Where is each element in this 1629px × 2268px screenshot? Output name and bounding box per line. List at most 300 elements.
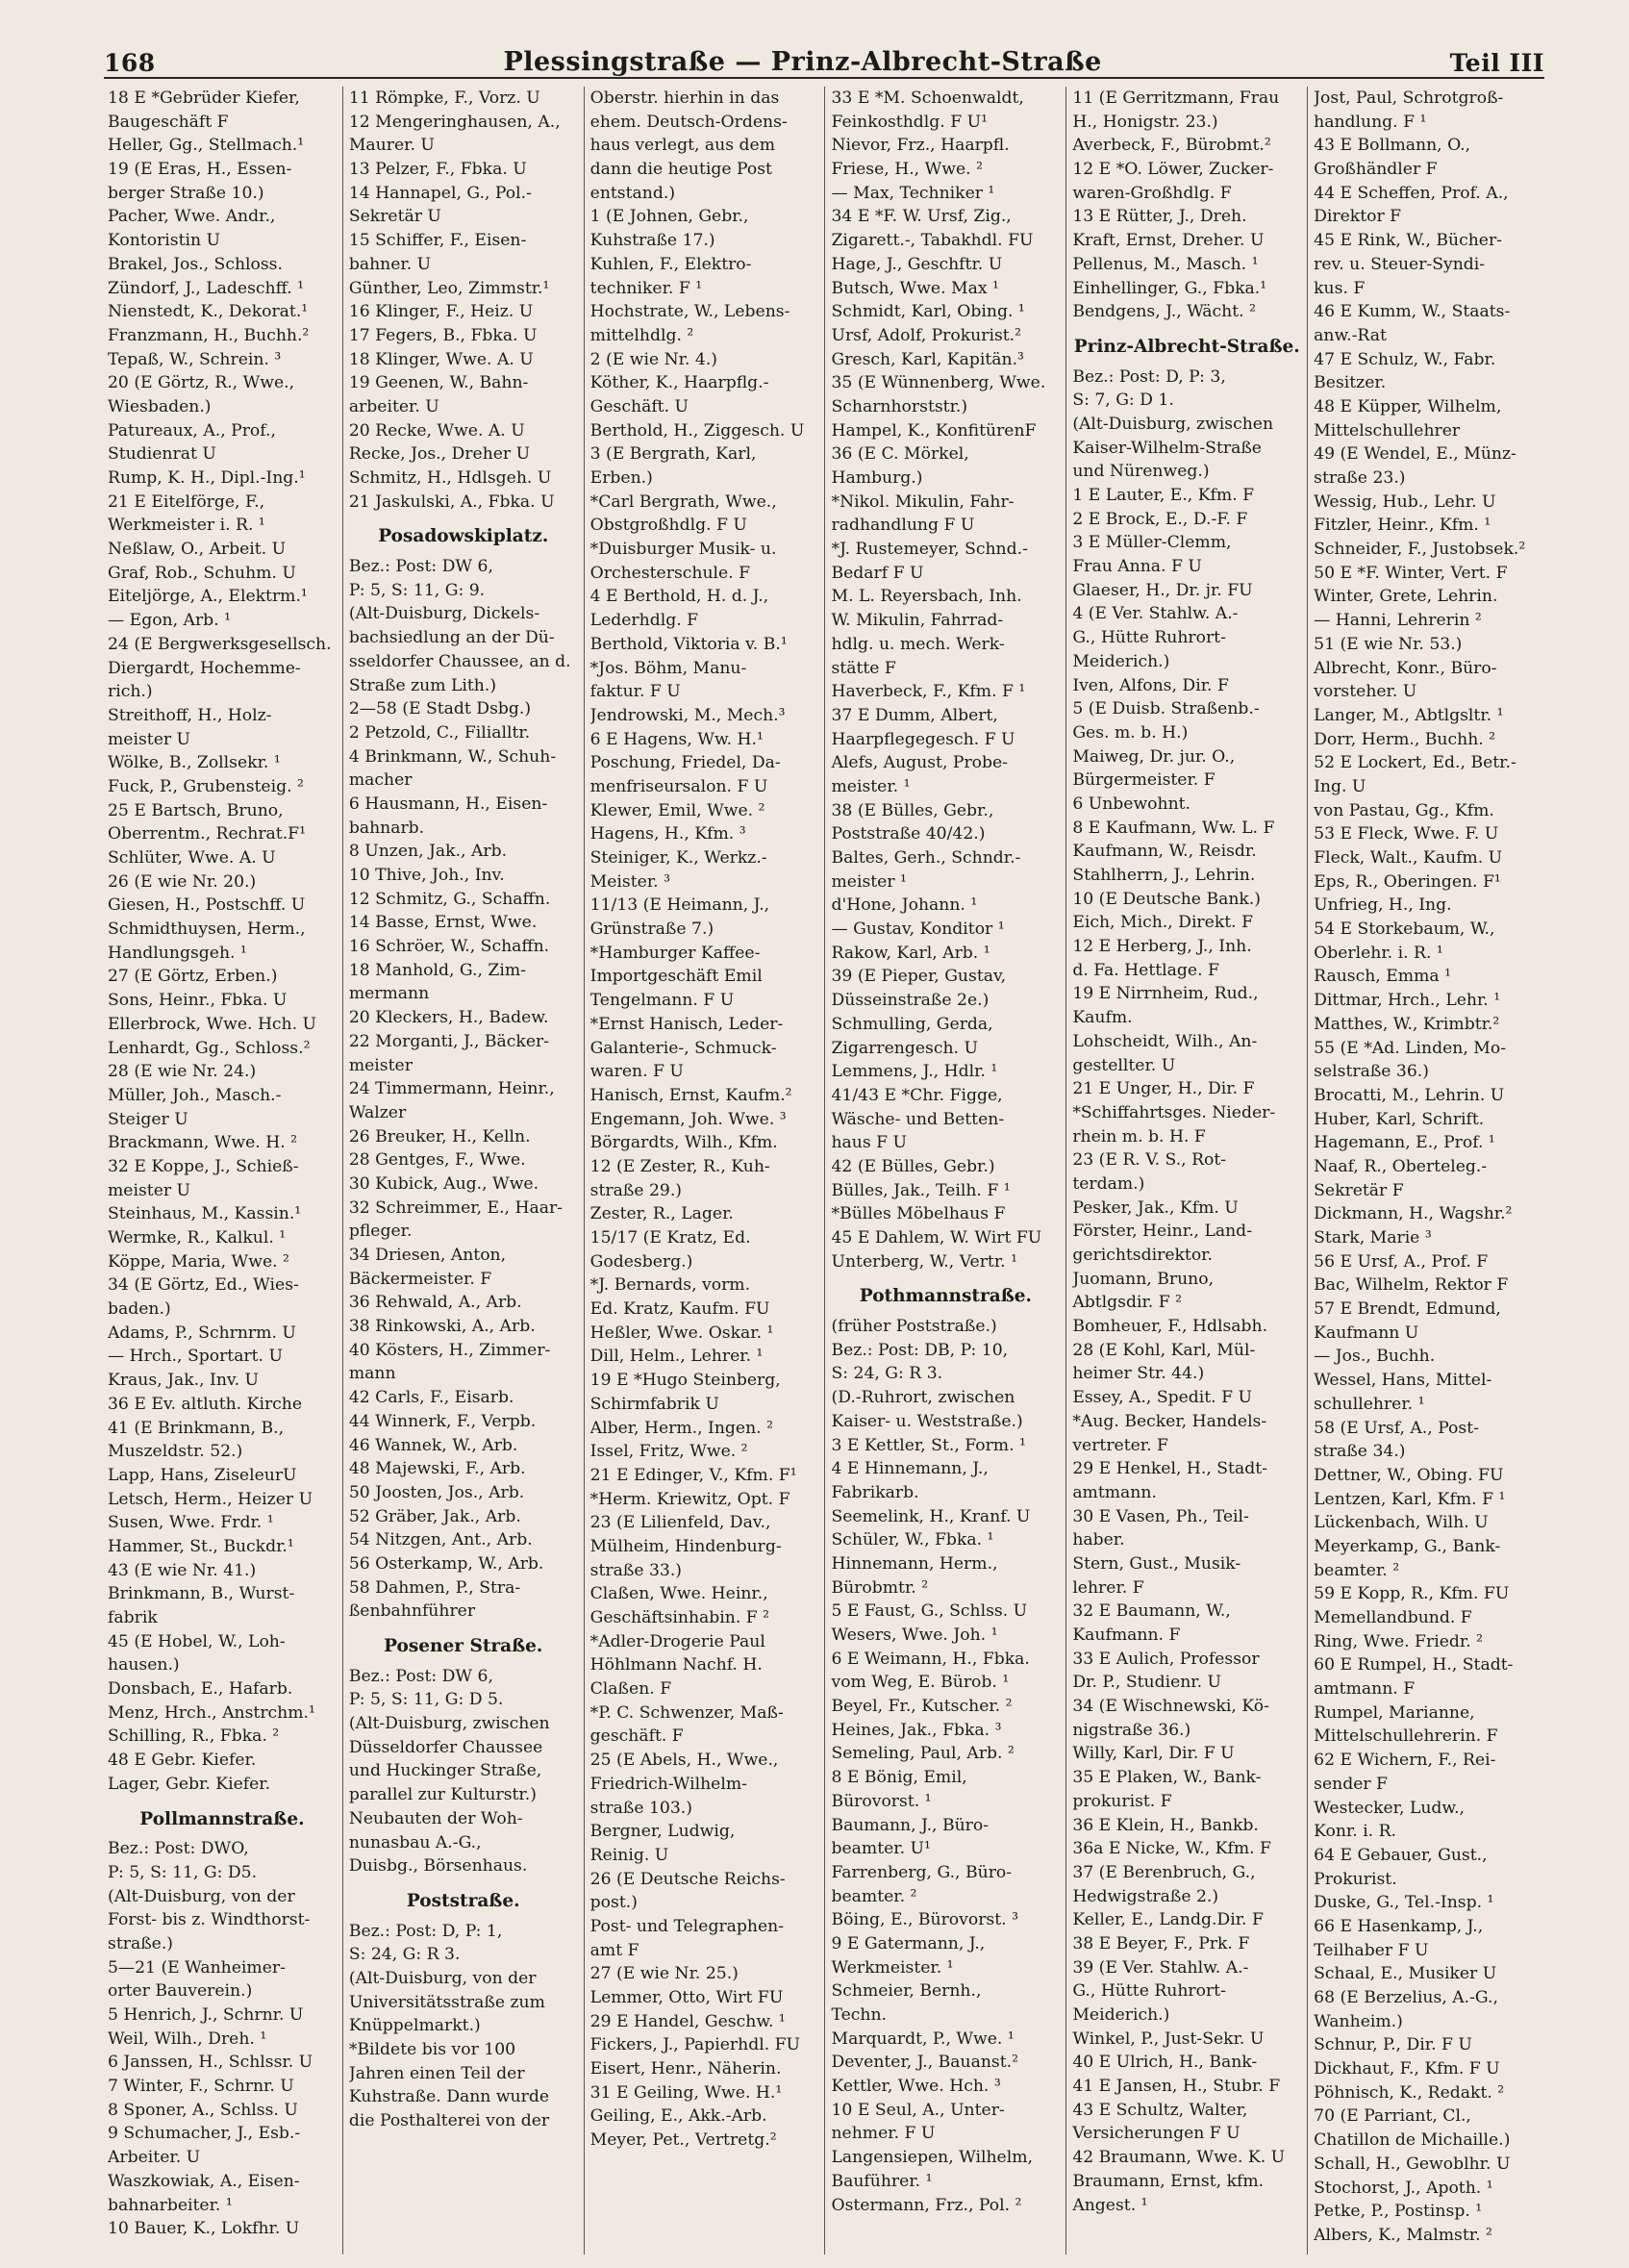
directory-line: 36 (E C. Mörkel, xyxy=(831,444,969,465)
directory-line: beamter. ² xyxy=(1314,1560,1400,1580)
directory-line: 12 E *O. Löwer, Zucker- xyxy=(1072,160,1274,180)
directory-line: 41/43 E *Chr. Figge, xyxy=(831,1085,1003,1105)
directory-line: Bez.: Post: D, P: 3, xyxy=(1072,366,1226,387)
directory-line: Zigarett.-, Tabakhdl. FU xyxy=(831,231,1034,251)
directory-line: Hinnemann, Herm., xyxy=(831,1553,998,1574)
directory-line: 11 Römpke, F., Vorz. U xyxy=(348,88,540,108)
directory-line: 5—21 (E Wanheimer- xyxy=(108,1957,286,1978)
directory-line: 59 E Kopp, R., Kfm. FU xyxy=(1314,1584,1510,1604)
directory-line: arbeiter. U xyxy=(348,396,439,416)
directory-line: 5 (E Duisb. Straßenb.- xyxy=(1072,699,1260,719)
directory-line: Techn. xyxy=(831,2005,888,2025)
directory-line: Pellenus, M., Masch. ¹ xyxy=(1072,254,1259,274)
directory-line: 6 Janssen, H., Schlssr. U xyxy=(108,2053,313,2073)
directory-line: Dittmar, Hrch., Lehr. ¹ xyxy=(1314,991,1501,1011)
directory-line: Bergner, Ludwig, xyxy=(589,1822,736,1842)
directory-line: straße 33.) xyxy=(589,1560,683,1580)
directory-line: Adams, P., Schrnrm. U xyxy=(108,1323,296,1343)
directory-line: amt F xyxy=(589,1940,639,1960)
column-6 xyxy=(1308,87,1548,2255)
directory-line: Recke, Jos., Dreher U xyxy=(348,444,531,465)
directory-line: 6 Unbewohnt. xyxy=(1072,794,1191,814)
directory-line: Kettler, Wwe. Hch. ³ xyxy=(831,2077,1001,2097)
directory-line: Hammer, St., Buckdr.¹ xyxy=(108,1536,294,1556)
directory-line: 10 (E Deutsche Bank.) xyxy=(1072,889,1261,909)
directory-line: Unfrieg, H., Ing. xyxy=(1314,895,1452,916)
directory-line: Petke, P., Postinsp. ¹ xyxy=(1314,2202,1483,2222)
directory-line: Dorr, Herm., Buchh. ² xyxy=(1314,729,1496,749)
directory-line: 4 Brinkmann, W., Schuh- xyxy=(348,746,557,767)
directory-line: Wiesbaden.) xyxy=(108,396,212,416)
directory-line: 18 Klinger, Wwe. A. U xyxy=(348,349,534,369)
directory-line: 13 Pelzer, F., Fbka. U xyxy=(348,160,527,180)
directory-line: d. Fa. Hettlage. F xyxy=(1072,960,1219,980)
directory-line: *P. C. Schwenzer, Maß- xyxy=(589,1702,784,1723)
directory-line: — Gustav, Konditor ¹ xyxy=(831,920,1005,940)
directory-line: W. Mikulin, Fahrrad- xyxy=(831,611,1004,631)
directory-line: Angest. ¹ xyxy=(1072,2195,1148,2215)
directory-line: 9 E Gatermann, J., xyxy=(831,1933,986,1953)
directory-line: Berthold, H., Ziggesch. U xyxy=(589,420,805,441)
directory-line: 15 Schiffer, F., Eisen- xyxy=(348,231,527,251)
directory-line: Ellerbrock, Wwe. Hch. U xyxy=(108,1014,317,1034)
directory-line: Matthes, W., Krimbtr.² xyxy=(1314,1014,1500,1034)
section-heading: Poststraße. xyxy=(406,1890,520,1911)
directory-line: 52 E Lockert, Ed., Betr.- xyxy=(1314,753,1516,773)
directory-line: 35 E Plaken, W., Bank- xyxy=(1072,1768,1262,1788)
column-3 xyxy=(585,87,826,2255)
directory-line: 21 E Eitelförge, F., xyxy=(108,491,265,512)
directory-line: Meiderich.) xyxy=(1072,2005,1170,2025)
directory-line: Kontoristin U xyxy=(108,231,221,251)
directory-line: (Alt-Duisburg, von der xyxy=(108,1886,295,1906)
directory-line: Universitätsstraße zum xyxy=(348,1992,545,2012)
directory-line: M. L. Reyersbach, Inh. xyxy=(831,587,1022,607)
section-heading: Pothmannstraße. xyxy=(859,1286,1032,1307)
directory-line: Schilling, R., Fbka. ² xyxy=(108,1726,280,1747)
directory-line: Bendgens, J., Wächt. ² xyxy=(1072,302,1256,322)
directory-line: Handlungsgeh. ¹ xyxy=(108,943,247,963)
directory-line: 68 (E Berzelius, A.-G., xyxy=(1314,1988,1498,2007)
directory-line: *Aug. Becker, Handels- xyxy=(1072,1411,1267,1431)
directory-line: hausen.) xyxy=(108,1655,180,1676)
directory-line: Kraft, Ernst, Dreher. U xyxy=(1072,231,1265,251)
directory-line: ehem. Deutsch-Ordens- xyxy=(589,112,788,132)
directory-line: *Nikol. Mikulin, Fahr- xyxy=(831,491,1015,512)
directory-line: Klewer, Emil, Wwe. ² xyxy=(589,800,765,820)
directory-line: Hochstrate, W., Lebens- xyxy=(589,302,790,322)
directory-line: 22 Morganti, J., Bäcker- xyxy=(348,1031,550,1051)
directory-line: Bülles, Jak., Teilh. F ¹ xyxy=(831,1180,1011,1200)
directory-line: Glaeser, H., Dr. jr. FU xyxy=(1072,580,1253,600)
directory-line: Diergardt, Hochemme- xyxy=(108,658,301,678)
directory-line: Haverbeck, F., Kfm. F ¹ xyxy=(831,682,1026,702)
directory-line: fabrik xyxy=(108,1608,158,1627)
directory-line: Oberstr. hierhin in das xyxy=(589,88,780,108)
directory-line: 36 E Ev. altluth. Kirche xyxy=(108,1394,303,1414)
directory-line: 35 (E Wünnenberg, Wwe. xyxy=(831,373,1046,393)
directory-line: rhein m. b. H. F xyxy=(1072,1126,1206,1147)
directory-line: P: 5, S: 11, G: D5. xyxy=(108,1862,258,1882)
directory-line: 42 (E Bülles, Gebr.) xyxy=(831,1156,995,1176)
directory-line: (Alt-Duisburg, von der xyxy=(348,1968,537,1988)
directory-line: 46 E Kumm, W., Staats- xyxy=(1314,302,1511,322)
directory-line: Chatillon de Michaille.) xyxy=(1314,2130,1511,2151)
directory-line: selstraße 36.) xyxy=(1314,1062,1429,1082)
section-heading: Pollmannstraße. xyxy=(139,1808,305,1829)
directory-line: Jendrowski, M., Mech.³ xyxy=(589,705,786,725)
directory-line: 42 Carls, F., Eisarb. xyxy=(348,1388,514,1408)
text-columns xyxy=(102,87,1548,2255)
directory-line: 57 E Brendt, Edmund, xyxy=(1314,1299,1501,1320)
directory-line: 12 (E Zester, R., Kuh- xyxy=(589,1156,770,1176)
directory-line: straße 103.) xyxy=(589,1798,692,1818)
directory-line: Rakow, Karl, Arb. ¹ xyxy=(831,943,990,963)
directory-line: 28 (E wie Nr. 24.) xyxy=(108,1062,257,1082)
directory-line: 44 Winnerk, F., Verpb. xyxy=(348,1411,537,1431)
directory-line: meister U xyxy=(108,729,191,749)
directory-line: Besitzer. xyxy=(1314,373,1387,393)
directory-line: Direktor F xyxy=(1314,207,1402,227)
directory-line: Farrenberg, G., Büro- xyxy=(831,1862,1013,1882)
directory-line: 43 (E wie Nr. 41.) xyxy=(108,1560,257,1580)
directory-line: (Alt-Duisburg, Dickels- xyxy=(348,604,540,624)
directory-line: 33 E Aulich, Professor xyxy=(1072,1649,1260,1669)
directory-line: Lager, Gebr. Kiefer. xyxy=(108,1774,271,1794)
directory-line: schullehrer. ¹ xyxy=(1314,1394,1425,1414)
directory-line: ßenbahnführer xyxy=(348,1601,476,1622)
directory-line: 25 E Bartsch, Bruno, xyxy=(108,800,284,820)
directory-line: Duisbg., Börsenhaus. xyxy=(348,1856,528,1877)
directory-line: Kuhstraße. Dann wurde xyxy=(348,2087,549,2107)
directory-line: Lederhdlg. F xyxy=(589,611,699,631)
directory-line: Wesers, Wwe. Joh. ¹ xyxy=(831,1625,998,1645)
directory-line: 3 E Müller-Clemm, xyxy=(1072,533,1232,553)
directory-line: hdlg. u. mech. Werk- xyxy=(831,634,1005,654)
directory-line: 19 Geenen, W., Bahn- xyxy=(348,373,529,393)
directory-line: die Posthalterei von der xyxy=(348,2111,550,2131)
directory-line: straße 34.) xyxy=(1314,1442,1406,1462)
directory-line: Tepaß, W., Schrein. ³ xyxy=(108,349,282,369)
directory-line: 66 E Hasenkamp, J., xyxy=(1314,1916,1484,1936)
directory-line: 49 (E Wendel, E., Münz- xyxy=(1314,444,1516,465)
directory-line: Keller, E., Landg.Dir. F xyxy=(1072,1910,1264,1930)
directory-line: Düsseinstraße 2e.) xyxy=(831,991,990,1011)
directory-line: Börgardts, Wilh., Kfm. xyxy=(589,1133,778,1153)
directory-line: (früher Poststraße.) xyxy=(831,1317,997,1337)
directory-line: Meyer, Pet., Vertretg.² xyxy=(589,2130,777,2151)
directory-line: von Pastau, Gg., Kfm. xyxy=(1314,800,1494,820)
directory-line: pfleger. xyxy=(348,1222,413,1242)
directory-line: 43 E Bollmann, O., xyxy=(1314,136,1471,156)
directory-line: Post- und Telegraphen- xyxy=(589,1916,785,1936)
directory-line: Kuhstraße 17.) xyxy=(589,231,715,251)
directory-line: Letsch, Herm., Heizer U xyxy=(108,1489,313,1509)
directory-line: Grünstraße 7.) xyxy=(589,920,714,940)
directory-line: menfriseursalon. F U xyxy=(589,776,768,796)
directory-line: Dill, Helm., Lehrer. ¹ xyxy=(589,1347,764,1367)
directory-line: Bürgermeister. F xyxy=(1072,770,1215,791)
directory-line: 21 E Unger, H., Dir. F xyxy=(1072,1079,1255,1099)
directory-line: Wermke, R., Kalkul. ¹ xyxy=(108,1228,287,1247)
directory-line: Erben.) xyxy=(589,468,653,488)
directory-line: 24 Timmermann, Heinr., xyxy=(348,1079,555,1099)
directory-line: Huber, Karl, Schrift. xyxy=(1314,1109,1485,1129)
directory-line: Schirmfabrik U xyxy=(589,1394,719,1414)
directory-line: Maurer. U xyxy=(348,136,435,156)
directory-line: 3 (E Bergrath, Karl, xyxy=(589,444,757,465)
directory-line: 8 E Bönig, Emil, xyxy=(831,1768,967,1788)
directory-line: 14 Basse, Ernst, Wwe. xyxy=(348,913,538,933)
directory-line: Dr. P., Studienr. U xyxy=(1072,1673,1222,1693)
directory-line: Bäckermeister. F xyxy=(348,1269,492,1289)
directory-line: Fitzler, Heinr., Kfm. ¹ xyxy=(1314,516,1491,536)
directory-line: Orchesterschule. F xyxy=(589,563,751,583)
directory-line: — Hrch., Sportart. U xyxy=(108,1347,283,1367)
directory-line: 58 Dahmen, P., Stra- xyxy=(348,1577,521,1598)
directory-line: amtmann. xyxy=(1072,1482,1157,1502)
directory-line: Stern, Gust., Musik- xyxy=(1072,1553,1241,1574)
directory-line: Zester, R., Lager. xyxy=(589,1204,734,1224)
directory-line: mann xyxy=(348,1364,396,1384)
directory-line: (D.-Ruhrort, zwischen xyxy=(831,1388,1015,1408)
directory-line: d'Hone, Johann. ¹ xyxy=(831,895,978,916)
part-label: Teil III xyxy=(1449,49,1544,77)
directory-line: 26 Breuker, H., Kelln. xyxy=(348,1126,531,1147)
directory-line: rich.) xyxy=(108,682,153,702)
directory-line: Kaiser-Wilhelm-Straße xyxy=(1072,438,1262,458)
directory-line: Oberrentm., Rechrat.F¹ xyxy=(108,824,306,844)
directory-line: meister ¹ xyxy=(831,871,907,892)
directory-line: Heines, Jak., Fbka. ³ xyxy=(831,1720,1002,1740)
directory-line: Ring, Wwe. Friedr. ² xyxy=(1314,1631,1484,1651)
directory-line: *Jos. Böhm, Manu- xyxy=(589,658,747,678)
directory-line: Fickers, J., Papierhdl. FU xyxy=(589,2035,801,2055)
directory-line: radhandlung F U xyxy=(831,516,975,536)
directory-line: 18 E *Gebrüder Kiefer, xyxy=(108,88,300,108)
directory-line: 29 E Handel, Geschw. ¹ xyxy=(589,2011,786,2031)
directory-line: Oberlehr. i. R. ¹ xyxy=(1314,943,1443,963)
directory-line: bahner. U xyxy=(348,254,432,274)
directory-line: 41 E Jansen, H., Stubr. F xyxy=(1072,2077,1281,2097)
directory-line: Friedrich-Wilhelm- xyxy=(589,1774,747,1794)
directory-line: bahnarbeiter. ¹ xyxy=(108,2195,233,2215)
directory-line: — Egon, Arb. ¹ xyxy=(108,611,231,631)
directory-line: 50 Joosten, Jos., Arb. xyxy=(348,1482,525,1502)
directory-line: 6 E Weimann, H., Fbka. xyxy=(831,1649,1030,1669)
directory-line: Patureaux, A., Prof., xyxy=(108,420,276,441)
directory-line: Lemmer, Otto, Wirt FU xyxy=(589,1988,784,2007)
directory-line: macher xyxy=(348,770,413,791)
directory-line: 32 E Baumann, W., xyxy=(1072,1601,1231,1622)
directory-line: Ges. m. b. H.) xyxy=(1072,722,1189,743)
directory-line: 4 E Berthold, H. d. J., xyxy=(589,587,769,607)
directory-line: 10 Bauer, K., Lokfhr. U xyxy=(108,2219,300,2239)
directory-line: Importgeschäft Emil xyxy=(589,967,763,987)
directory-line: bachsiedlung an der Dü- xyxy=(348,628,555,648)
directory-line: Düsseldorfer Chaussee xyxy=(348,1737,543,1757)
directory-line: 45 E Dahlem, W. Wirt FU xyxy=(831,1228,1042,1247)
directory-line: amtmann. F xyxy=(1314,1679,1416,1700)
directory-line: Baumann, J., Büro- xyxy=(831,1815,990,1835)
directory-line: Bez.: Post: DW 6, xyxy=(348,557,493,577)
directory-line: Hampel, K., KonfitürenF xyxy=(831,420,1037,441)
directory-line: Bauführer. ¹ xyxy=(831,2171,933,2191)
directory-line: mittelhdlg. ² xyxy=(589,325,694,345)
directory-line: Hedwigstraße 2.) xyxy=(1072,1886,1219,1906)
directory-line: Graf, Rob., Schuhm. U xyxy=(108,563,296,583)
directory-line: 24 (E Bergwerksgesellsch. xyxy=(108,634,332,654)
directory-line: 2—58 (E Stadt Dsbg.) xyxy=(348,699,532,719)
directory-line: 28 (E Kohl, Karl, Mül- xyxy=(1072,1340,1256,1360)
directory-line: vertreter. F xyxy=(1072,1435,1168,1455)
directory-line: haus F U xyxy=(831,1133,908,1153)
directory-line: 36a E Nicke, W., Kfm. F xyxy=(1072,1839,1271,1859)
directory-line: 26 (E wie Nr. 20.) xyxy=(108,871,257,892)
directory-line: vom Weg, E. Bürob. ¹ xyxy=(831,1673,1010,1693)
directory-line: 10 E Seul, A., Unter- xyxy=(831,2100,1005,2120)
directory-line: 11 (E Gerritzmann, Frau xyxy=(1072,88,1280,108)
directory-line: Meyerkamp, G., Bank- xyxy=(1314,1536,1501,1556)
directory-line: Abtlgsdir. F ² xyxy=(1072,1293,1182,1313)
directory-line: Lemmens, J., Hdlr. ¹ xyxy=(831,1062,998,1082)
directory-line: Claßen. F xyxy=(589,1679,672,1700)
directory-line: 40 E Ulrich, H., Bank- xyxy=(1072,2053,1258,2073)
section-heading: Posener Straße. xyxy=(384,1636,543,1656)
directory-line: prokurist. F xyxy=(1072,1791,1172,1811)
directory-line: Hagens, H., Kfm. ³ xyxy=(589,824,746,844)
directory-line: 4 (E Ver. Stahlw. A.- xyxy=(1072,604,1239,624)
directory-line: straße 23.) xyxy=(1314,468,1406,488)
directory-line: *J. Rustemeyer, Schnd.- xyxy=(831,540,1028,560)
directory-line: 47 E Schulz, W., Fabr. xyxy=(1314,349,1496,369)
directory-line: 46 Wannek, W., Arb. xyxy=(348,1435,518,1455)
directory-line: 8 E Kaufmann, Ww. L. F xyxy=(1072,818,1275,838)
directory-line: orter Bauverein.) xyxy=(108,1981,253,2002)
directory-line: straße.) xyxy=(108,1933,174,1953)
directory-line: 38 Rinkowski, A., Arb. xyxy=(348,1317,536,1337)
directory-line: Schnur, P., Dir. F U xyxy=(1314,2035,1472,2055)
directory-line: Höhlmann Nachf. H. xyxy=(589,1655,763,1676)
directory-line: Schmeier, Bernh., xyxy=(831,1981,982,2002)
directory-line: — Hanni, Lehrerin ² xyxy=(1314,611,1482,631)
directory-line: 1 (E Johnen, Gebr., xyxy=(589,207,749,227)
directory-line: 52 Gräber, Jak., Arb. xyxy=(348,1506,521,1526)
directory-line: sender F xyxy=(1314,1774,1388,1794)
directory-line: Schüler, W., Fbka. ¹ xyxy=(831,1530,994,1550)
directory-line: Eisert, Henr., Näherin. xyxy=(589,2059,782,2079)
directory-line: Böing, E., Bürovorst. ³ xyxy=(831,1910,1018,1930)
directory-line: Teilhaber F U xyxy=(1314,1940,1429,1960)
directory-line: Deventer, J., Bauanst.² xyxy=(831,2053,1019,2073)
directory-line: 12 Schmitz, G., Schaffn. xyxy=(348,889,551,909)
directory-line: Waszkowiak, A., Eisen- xyxy=(108,2171,300,2191)
directory-line: Hamburg.) xyxy=(831,468,923,488)
directory-line: 9 Schumacher, J., Esb.- xyxy=(108,2124,301,2144)
directory-line: 55 (E *Ad. Linden, Mo- xyxy=(1314,1038,1507,1058)
directory-line: lehrer. F xyxy=(1072,1577,1144,1598)
directory-line: Galanterie-, Schmuck- xyxy=(589,1038,777,1058)
directory-line: Winkel, P., Just-Sekr. U xyxy=(1072,2029,1265,2049)
directory-line: sseldorfer Chaussee, an d. xyxy=(348,651,571,671)
directory-line: gestellter. U xyxy=(1072,1055,1176,1075)
column-4 xyxy=(825,87,1066,2255)
directory-line: Sons, Heinr., Fbka. U xyxy=(108,991,288,1011)
directory-line: Wanheim.) xyxy=(1314,2011,1403,2031)
directory-line: 50 E *F. Winter, Vert. F xyxy=(1314,563,1508,583)
directory-line: 58 (E Ursf, A., Post- xyxy=(1314,1418,1479,1438)
directory-line: Eiteljörge, A., Elektrm.¹ xyxy=(108,587,308,607)
directory-line: 19 E *Hugo Steinberg, xyxy=(589,1371,781,1391)
directory-line: Reinig. U xyxy=(589,1845,669,1865)
directory-line: *Adler-Drogerie Paul xyxy=(589,1631,765,1651)
directory-line: Meister. ³ xyxy=(589,871,670,892)
directory-line: Stark, Marie ³ xyxy=(1314,1228,1432,1247)
directory-line: Kaiser- u. Weststraße.) xyxy=(831,1411,1023,1431)
directory-line: Bürovorst. ¹ xyxy=(831,1791,932,1811)
directory-line: *Hamburger Kaffee- xyxy=(589,943,761,963)
directory-line: Poststraße 40/42.) xyxy=(831,824,986,844)
directory-line: 27 (E wie Nr. 25.) xyxy=(589,1964,739,1984)
directory-line: Baltes, Gerh., Schndr.- xyxy=(831,848,1021,868)
directory-line: haus verlegt, aus dem xyxy=(589,136,776,156)
directory-line: 6 E Hagens, Ww. H.¹ xyxy=(589,729,764,749)
directory-line: Godesberg.) xyxy=(589,1251,693,1272)
directory-line: 53 E Fleck, Wwe. F. U xyxy=(1314,824,1499,844)
directory-line: Walzer xyxy=(348,1102,407,1122)
directory-line: 2 E Brock, E., D.-F. F xyxy=(1072,509,1248,529)
directory-line: H., Honigstr. 23.) xyxy=(1072,112,1218,132)
directory-line: Bürobmtr. ² xyxy=(831,1577,929,1598)
directory-line: Maiweg, Dr. jur. O., xyxy=(1072,746,1236,767)
directory-line: baden.) xyxy=(108,1299,171,1320)
directory-line: handlung. F ¹ xyxy=(1314,112,1427,132)
directory-line: Tengelmann. F U xyxy=(589,991,735,1011)
directory-line: heimer Str. 44.) xyxy=(1072,1364,1205,1384)
directory-line: Fleck, Walt., Kaufm. U xyxy=(1314,848,1503,868)
directory-line: vorsteher. U xyxy=(1314,682,1417,702)
directory-line: Schlüter, Wwe. A. U xyxy=(108,848,276,868)
directory-line: Beyel, Fr., Kutscher. ² xyxy=(831,1697,1013,1717)
directory-line: Juomann, Bruno, xyxy=(1072,1269,1215,1289)
directory-line: Bomheuer, F., Hdlsabh. xyxy=(1072,1317,1268,1337)
directory-line: 19 E Nirrnheim, Rud., xyxy=(1072,984,1259,1004)
directory-line: 5 E Faust, G., Schlss. U xyxy=(831,1601,1028,1622)
directory-line: Köther, K., Haarpflg.- xyxy=(589,373,769,393)
directory-line: Baugeschäft F xyxy=(108,112,229,132)
directory-line: *Schiffahrtsges. Nieder- xyxy=(1072,1102,1276,1122)
directory-line: Mittelschullehrer xyxy=(1314,420,1461,441)
page-title: Plessingstraße — Prinz-Albrecht-Straße xyxy=(503,47,1102,77)
directory-line: Förster, Heinr., Land- xyxy=(1072,1222,1252,1242)
directory-line: Lohscheidt, Wilh., An- xyxy=(1072,1031,1258,1051)
directory-line: Einhellinger, G., Fbka.¹ xyxy=(1072,278,1267,298)
directory-line: P: 5, S: 11, G: 9. xyxy=(348,580,486,600)
directory-line: 23 (E Lilienfeld, Dav., xyxy=(589,1513,771,1533)
directory-line: Ing. U xyxy=(1314,776,1366,796)
directory-line: Stahlherrn, J., Lehrin. xyxy=(1072,866,1256,885)
directory-line: 34 (E Görtz, Ed., Wies- xyxy=(108,1275,299,1296)
directory-line: Schmidthuysen, Herm., xyxy=(108,920,306,940)
directory-line: Poschung, Friedel, Da- xyxy=(589,753,781,773)
directory-line: meister. ¹ xyxy=(831,776,911,796)
directory-line: 33 E *M. Schoenwaldt, xyxy=(831,88,1024,108)
directory-line: *Carl Bergrath, Wwe., xyxy=(589,491,777,512)
directory-line: Duske, G., Tel.-Insp. ¹ xyxy=(1314,1893,1494,1913)
directory-line: Konr. i. R. xyxy=(1314,1822,1397,1842)
column-1 xyxy=(102,87,343,2255)
directory-line: Wessig, Hub., Lehr. U xyxy=(1314,491,1496,512)
